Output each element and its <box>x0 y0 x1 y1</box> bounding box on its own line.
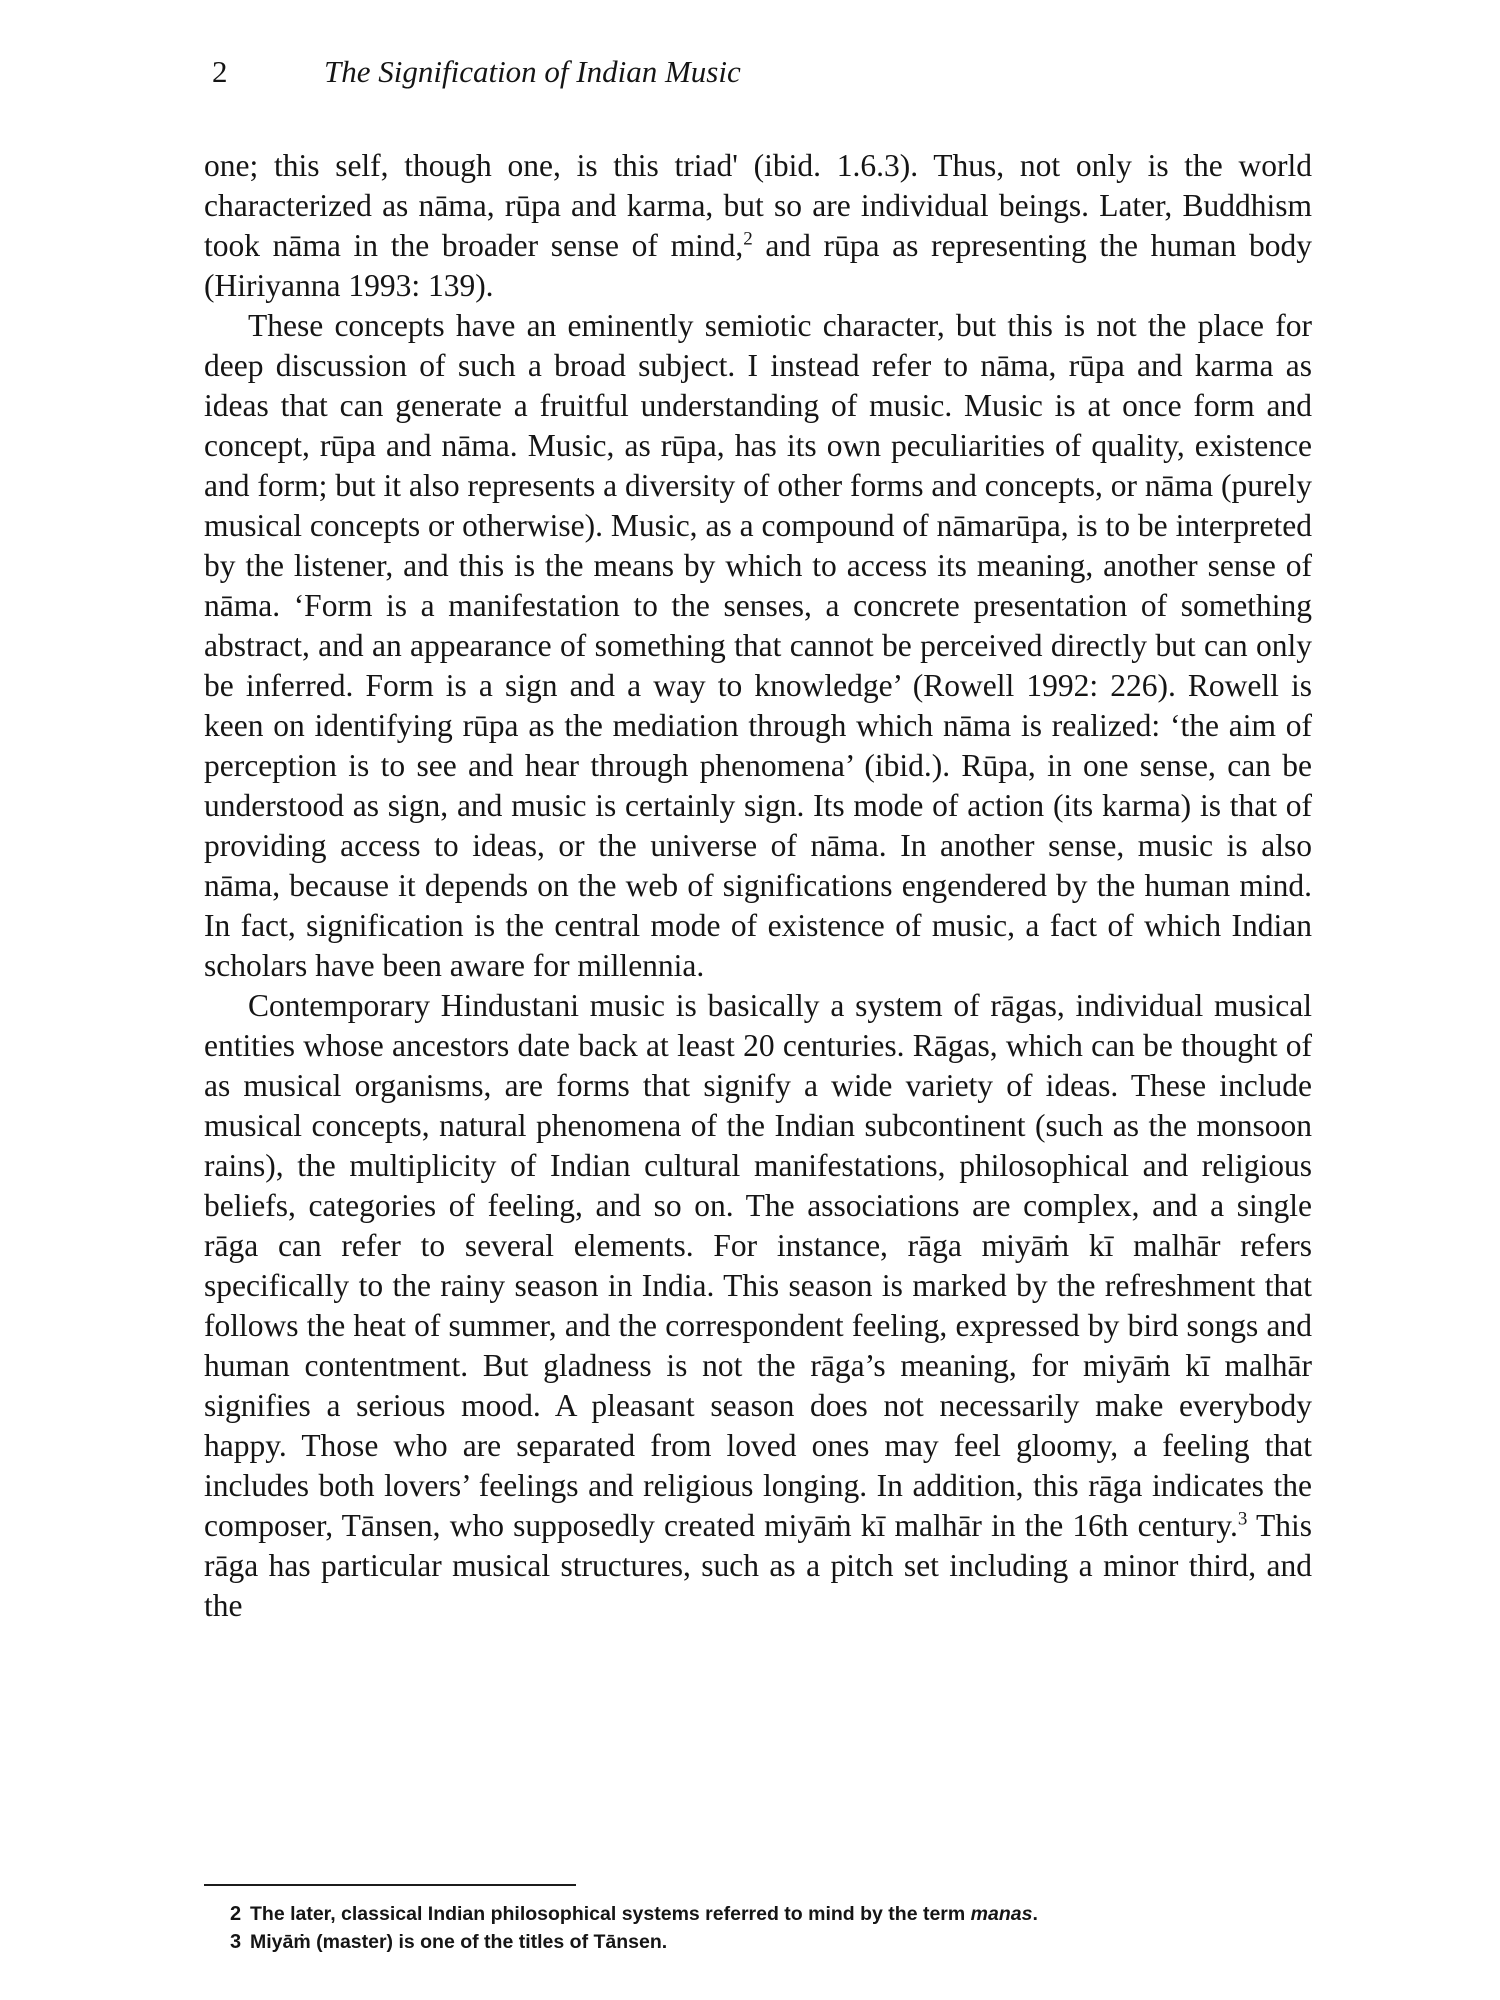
paragraph-2 <box>204 306 1312 986</box>
paragraph-3-rest: This rāga has particular musical structures, such as a pitch set including a minor third, and the <box>204 1508 1312 1623</box>
footnote-mark: 2 <box>230 1903 242 1925</box>
paragraph-1-text: one; this self, though one, is this triad' (ibid. 1.6.3). Thus, not only is the world characterized as nāma, rūpa and karma, but so are individual beings. Later, Buddhism took nāma in the broader sense of mind, <box>204 148 1312 263</box>
footnotes <box>230 1900 1310 1956</box>
footnote-3 <box>230 1928 1310 1956</box>
footnote-ref-3: 3 <box>1237 1508 1248 1530</box>
body-text <box>204 146 1312 1626</box>
footnote-term: manas <box>970 1903 1033 1925</box>
book-title: The Signification of Indian Music <box>324 54 741 89</box>
paragraph-3 <box>204 986 1312 1626</box>
footnote-text: The later, classical Indian philosophical systems referred to mind by the term <box>250 1903 971 1925</box>
footnote-2 <box>230 1900 1310 1928</box>
paragraph-1 <box>204 146 1312 306</box>
footnote-text: Miyāṁ (master) is one of the titles of Tānsen. <box>250 1931 668 1953</box>
page-number: 2 <box>212 54 228 89</box>
paragraph-1-rest: and rūpa as representing the human body (Hiriyanna 1993: 139). <box>204 228 1312 303</box>
running-head <box>212 52 1322 92</box>
footnote-end: . <box>1032 1903 1038 1925</box>
paragraph-2-text: These concepts have an eminently semiotic character, but this is not the place for deep discussion of such a broad subject. I instead refer to nāma, rūpa and karma as ideas that can generate a fruitful understanding of music. Music is at once form and concept, rūpa and nāma. Music, as rūpa, has its own peculiarities of quality, existence and form; but it also represents a diversity of other forms and concepts, or nāma (purely musical concepts or otherwise). Music, as a compound of nāmarūpa, is to be interpreted by the listener, and this is the means by which to access its meaning, another sense of nāma. ‘Form is a manifestation to the senses, a concrete presentation of something abstract, and an appearance of something that cannot be perceived directly but can only be inferred. Form is a sign and a way to knowledge’ (Rowell 1992: 226). Rowell is keen on identifying rūpa as the mediation through which nāma is realized: ‘the aim of perception is to see and hear through phenomena’ (ibid.). Rūpa, in one sense, can be understood as sign, and music is certainly sign. Its mode of action (its karma) is that of providing access to ideas, or the universe of nāma. In another sense, music is also nāma, because it depends on the web of significations engendered by the human mind. In fact, signification is the central mode of existence of music, a fact of which Indian scholars have been aware for millennia. <box>204 308 1312 983</box>
footnote-rule <box>204 1884 576 1886</box>
paragraph-3-text: Contemporary Hindustani music is basically a system of rāgas, individual musical entities whose ancestors date back at least 20 centuries. Rāgas, which can be thought of as musical organisms, are forms that signify a wide variety of ideas. These include musical concepts, natural phenomena of the Indian subcontinent (such as the monsoon rains), the multiplicity of Indian cultural manifestations, philosophical and religious beliefs, categories of feeling, and so on. The associations are complex, and a single rāga can refer to several elements. For instance, rāga miyāṁ kī malhār refers specifically to the rainy season in India. This season is marked by the refreshment that follows the heat of summer, and the correspondent feeling, expressed by bird songs and human contentment. But gladness is not the rāga’s meaning, for miyāṁ kī malhār signifies a serious mood. A pleasant season does not necessarily make everybody happy. Those who are separated from loved ones may feel gloomy, a feeling that includes both lovers’ feelings and religious longing. In addition, this rāga indicates the composer, Tānsen, who supposedly created miyāṁ kī malhār in the 16th century. <box>204 988 1312 1543</box>
footnote-ref-2: 2 <box>743 228 753 250</box>
footnote-mark: 3 <box>230 1931 242 1953</box>
